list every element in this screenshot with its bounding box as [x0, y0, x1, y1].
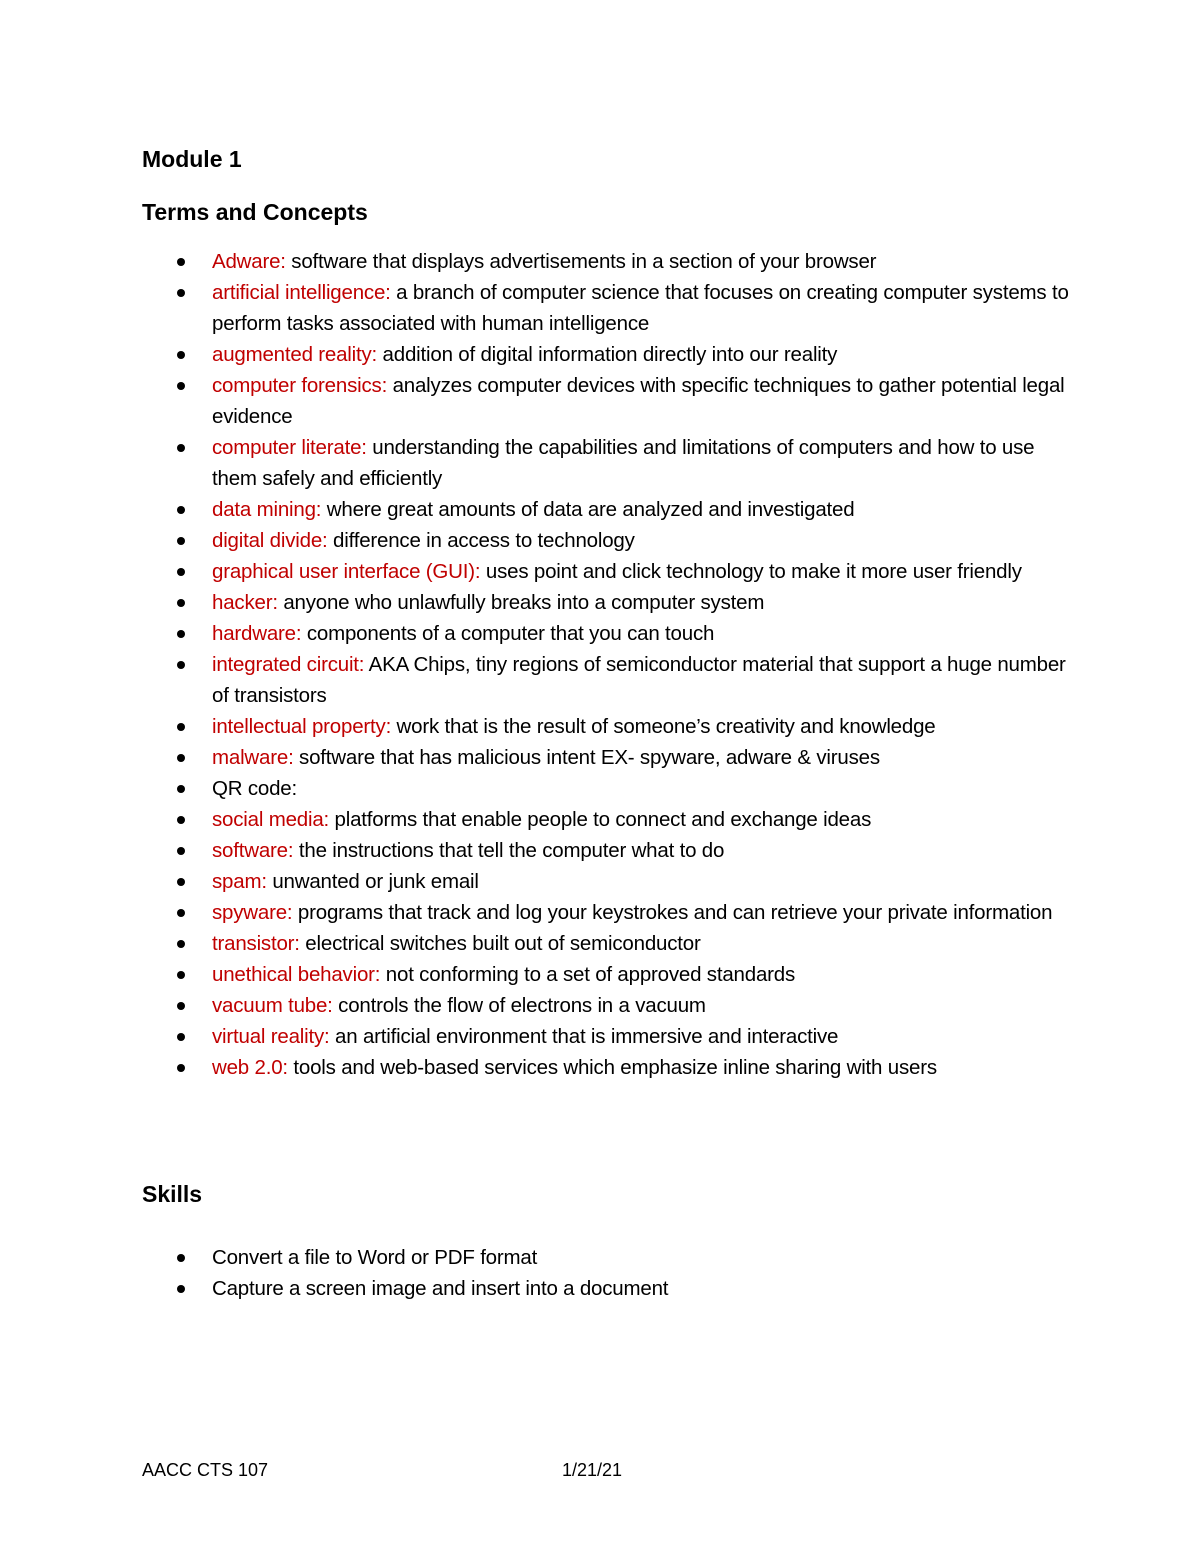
term-label: spyware:	[212, 901, 293, 924]
bullet-icon	[177, 568, 185, 576]
term-label: hacker:	[212, 591, 278, 614]
bullet-icon	[177, 661, 185, 669]
term-definition: work that is the result of someone’s creativity and knowledge	[391, 715, 936, 738]
term-label: vacuum tube:	[212, 994, 333, 1017]
bullet-icon	[177, 1002, 185, 1010]
list-item	[142, 1052, 1072, 1083]
bullet-icon	[177, 878, 185, 886]
list-item	[142, 959, 1072, 990]
term-label: digital divide:	[212, 529, 328, 552]
list-item	[142, 618, 1072, 649]
list-item	[142, 432, 1072, 494]
term-label: augmented reality:	[212, 343, 378, 366]
list-item	[142, 742, 1072, 773]
list-item	[142, 587, 1072, 618]
skill-text: Capture a screen image and insert into a document	[212, 1277, 669, 1300]
bullet-icon	[177, 506, 185, 514]
term-label: artificial intelligence:	[212, 281, 391, 304]
term-label: spam:	[212, 870, 267, 893]
list-item	[142, 711, 1072, 742]
term-definition: software that displays advertisements in a section of your browser	[285, 250, 877, 273]
term-label: web 2.0:	[212, 1056, 288, 1079]
list-item	[142, 494, 1072, 525]
term-label: Adware:	[212, 250, 286, 273]
bullet-icon	[177, 351, 185, 359]
term-label: software:	[212, 839, 294, 862]
bullet-icon	[177, 444, 185, 452]
bullet-icon	[177, 599, 185, 607]
term-label: intellectual property:	[212, 715, 392, 738]
list-item	[142, 649, 1072, 711]
term-label: computer literate:	[212, 436, 367, 459]
module-title: Module 1	[142, 146, 242, 172]
term-definition: controls the flow of electrons in a vacuum	[332, 994, 706, 1017]
term-definition: uses point and click technology to make it more user friendly	[480, 560, 1022, 583]
term-definition: understanding the capabilities and limitations of computers and how to use them safely and efficiently	[212, 436, 1035, 490]
skill-text: Convert a file to Word or PDF format	[212, 1246, 538, 1269]
bullet-icon	[177, 847, 185, 855]
bullet-icon	[177, 909, 185, 917]
list-item	[142, 928, 1072, 959]
term-label: malware:	[212, 746, 294, 769]
term-label: hardware:	[212, 622, 302, 645]
term-definition: electrical switches built out of semiconductor	[299, 932, 701, 955]
bullet-icon	[177, 816, 185, 824]
bullet-icon	[177, 289, 185, 297]
skills-list	[142, 1242, 1072, 1304]
term-definition: QR code:	[212, 777, 297, 800]
term-definition: an artificial environment that is immersive and interactive	[329, 1025, 839, 1048]
term-label: graphical user interface (GUI):	[212, 560, 481, 583]
term-label: transistor:	[212, 932, 300, 955]
term-label: data mining:	[212, 498, 322, 521]
term-label: computer forensics:	[212, 374, 388, 397]
bullet-icon	[177, 258, 185, 266]
term-definition: analyzes computer devices with specific techniques to gather potential legal evidence	[212, 374, 1065, 428]
list-item	[142, 773, 1072, 804]
term-definition: AKA Chips, tiny regions of semiconductor material that support a huge number of transistors	[212, 653, 1066, 707]
list-item	[142, 1242, 1072, 1273]
bullet-icon	[177, 1254, 185, 1262]
list-item	[142, 525, 1072, 556]
bullet-icon	[177, 537, 185, 545]
skills-heading: Skills	[142, 1181, 203, 1207]
term-definition: difference in access to technology	[327, 529, 635, 552]
bullet-icon	[177, 1033, 185, 1041]
list-item	[142, 370, 1072, 432]
bullet-icon	[177, 382, 185, 390]
list-item	[142, 804, 1072, 835]
term-definition: addition of digital information directly into our reality	[377, 343, 838, 366]
term-definition: anyone who unlawfully breaks into a computer system	[277, 591, 765, 614]
term-definition: where great amounts of data are analyzed and investigated	[321, 498, 855, 521]
term-definition: unwanted or junk email	[266, 870, 479, 893]
list-item	[142, 1021, 1072, 1052]
list-item	[142, 1273, 1072, 1304]
list-item	[142, 897, 1072, 928]
term-definition: tools and web-based services which emphasize inline sharing with users	[287, 1056, 937, 1079]
term-definition: components of a computer that you can touch	[301, 622, 715, 645]
list-item	[142, 277, 1072, 339]
list-item	[142, 835, 1072, 866]
bullet-icon	[177, 723, 185, 731]
list-item	[142, 339, 1072, 370]
bullet-icon	[177, 630, 185, 638]
term-label: integrated circuit:	[212, 653, 365, 676]
list-item	[142, 246, 1072, 277]
term-definition: programs that track and log your keystrokes and can retrieve your private information	[292, 901, 1053, 924]
term-definition: a branch of computer science that focuses on creating computer systems to perform tasks associated with human intelligence	[212, 281, 1069, 335]
bullet-icon	[177, 785, 185, 793]
term-label: unethical behavior:	[212, 963, 381, 986]
bullet-icon	[177, 940, 185, 948]
term-definition: the instructions that tell the computer what to do	[293, 839, 725, 862]
list-item	[142, 990, 1072, 1021]
footer-course: AACC CTS 107	[142, 1460, 269, 1480]
term-label: social media:	[212, 808, 330, 831]
terms-heading: Terms and Concepts	[142, 199, 368, 225]
term-definition: not conforming to a set of approved standards	[380, 963, 796, 986]
terms-list	[142, 246, 1072, 1083]
bullet-icon	[177, 971, 185, 979]
term-definition: software that has malicious intent EX- spyware, adware & viruses	[293, 746, 880, 769]
bullet-icon	[177, 754, 185, 762]
term-definition: platforms that enable people to connect and exchange ideas	[329, 808, 872, 831]
list-item	[142, 556, 1072, 587]
footer-date: 1/21/21	[562, 1460, 623, 1480]
bullet-icon	[177, 1064, 185, 1072]
term-label: virtual reality:	[212, 1025, 330, 1048]
list-item	[142, 866, 1072, 897]
bullet-icon	[177, 1285, 185, 1293]
